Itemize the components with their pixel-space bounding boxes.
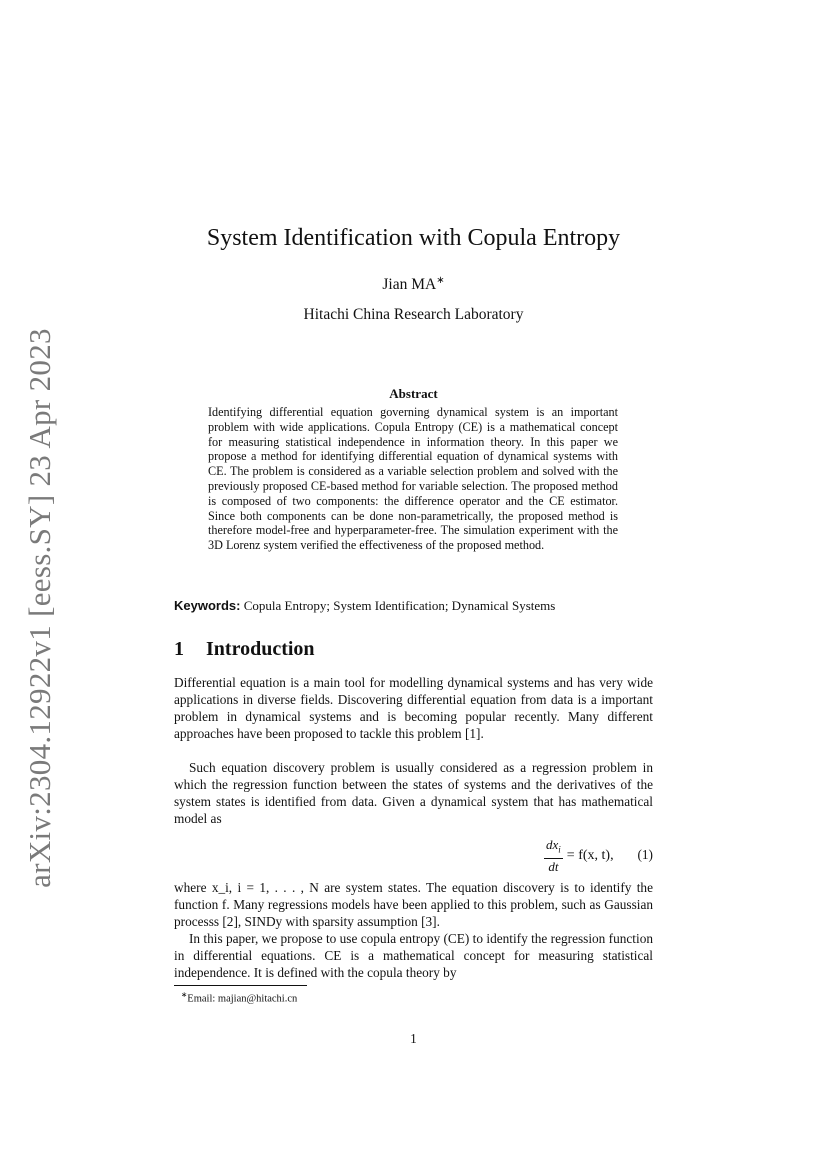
footnote-rule [174,985,307,986]
equation-number: (1) [637,847,653,862]
section-number: 1 [174,638,184,660]
paper-title: System Identification with Copula Entropy [206,225,621,251]
intro-paragraph-4: In this paper, we propose to use copula entropy (CE) to identify the regression function in differential equations. CE is a mathematical concept for measuring statistical independence. It is defined with the copula theory by [174,931,653,980]
footnote-mark: ∗ [181,990,188,999]
intro-paragraph-2: Such equation discovery problem is usually considered as a regression problem in which the regression function between the states of systems and the derivatives of the system states is identified from data. Given a dynamical system that has mathematical model as [174,760,653,826]
footnote-text: Email: majian@hitachi.cn [187,993,298,1005]
abstract-text: Identifying differential equation governing dynamical system is an important problem with wide applications. Copula Entropy (CE) is a mathematical concept for measuring statistical independence in information theory. In this paper we propose a method for identifying differential equation of dynamical systems with CE. The problem is considered as a variable selection problem and solved with the previously proposed CE-based method for variable selection. The proposed method is composed of two components: the difference operator and the CE estimator. Since both components can be done non-parametrically, the proposed method is therefore model-free and hyperparameter-free. The simulation experiment with the 3D Lorenz system verified the effectiveness of the proposed method. [208,405,618,553]
numerator-text: dx [546,837,559,853]
fraction-numerator [544,837,563,859]
keywords-label: Keywords: [174,598,241,613]
arxiv-identifier: arXiv:2304.12922v1 [eess.SY] 23 Apr 2023 [22,328,57,888]
equation-body [544,838,614,874]
intro-paragraph-3: where x_i, i = 1, . . . , N are system states. The equation discovery is to identify the function f. Many regressions models have been applied to this problem, such as Gaussian processs [2], SINDy with sparsity assumption [3]. [174,880,653,929]
section-title: Introduction [206,638,315,660]
page-number: 1 [410,1031,417,1046]
page-number-container [0,1031,827,1047]
author-footnote-mark: ∗ [436,275,445,286]
affiliation: Hitachi China Research Laboratory [303,306,524,323]
derivative-fraction [544,837,563,875]
equation-rhs: = f(x, t), [566,848,614,863]
equation-1 [174,838,653,874]
author [0,275,827,294]
intro-paragraph-1: Differential equation is a main tool for modelling dynamical systems and has very wide applications in diverse fields. Discovering differential equation from data is a important problem in dynamical systems and is becoming popular recently. Many different approaches have been proposed to tackle this problem [1]. [174,675,653,741]
footnote [181,990,297,1005]
keywords-text: Copula Entropy; System Identification; Dynamical Systems [240,598,556,613]
abstract-heading: Abstract [389,386,438,401]
author-name: Jian MA [382,276,437,294]
keywords [174,598,654,614]
numerator-subscript: i [558,844,561,855]
section-heading [174,638,315,661]
fraction-denominator: dt [548,858,559,874]
